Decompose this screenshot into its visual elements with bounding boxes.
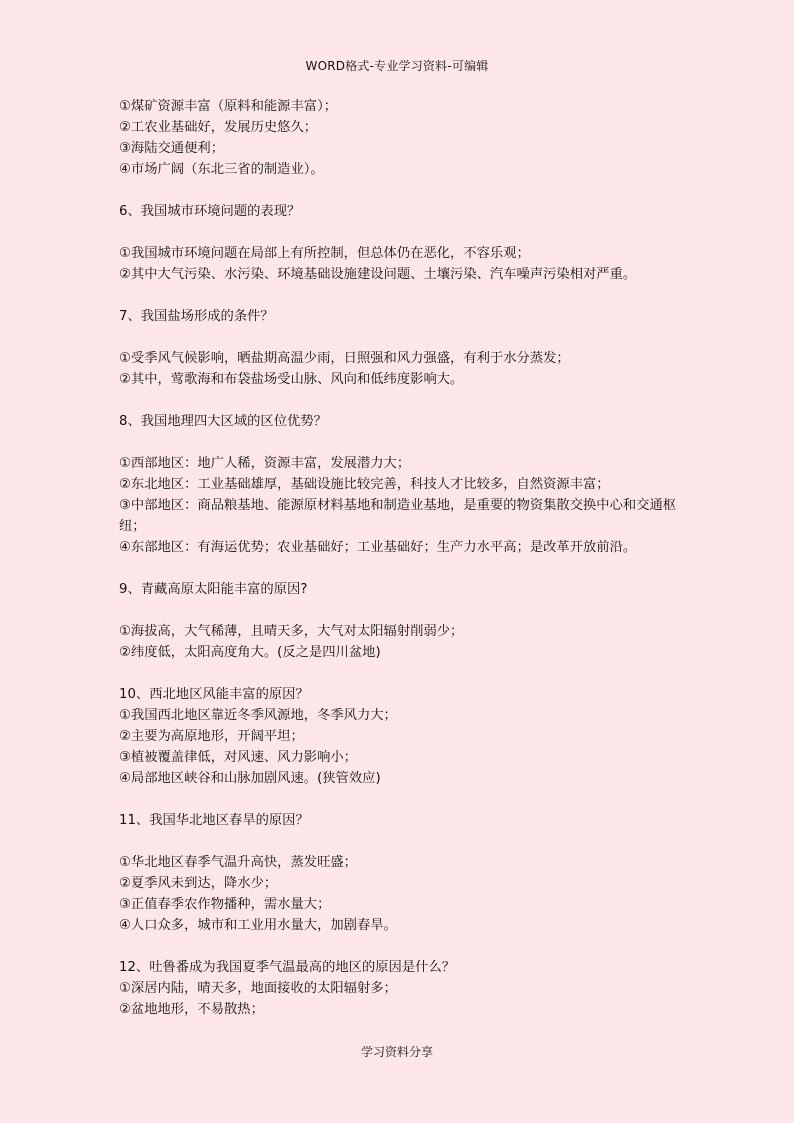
question-11 — [119, 810, 679, 936]
list-item: ③海陆交通便利； — [119, 141, 224, 156]
answer-item: ①我国西北地区靠近冬季风源地，冬季风力大； — [119, 708, 397, 723]
question-title: 7、我国盐场形成的条件？ — [119, 309, 274, 324]
list-item: ①煤矿资源丰富（原料和能源丰富）； — [119, 99, 338, 114]
question-title: 8、我国地理四大区域的区位优势？ — [119, 414, 327, 429]
answer-item: ②夏季风未到达，降水少； — [119, 876, 278, 891]
question-8 — [119, 411, 679, 558]
answer-item: ④东部地区：有海运优势；农业基础好；工业基础好；生产力水平高；是改革开放前沿。 — [119, 540, 637, 555]
answer-item: ①华北地区春季气温升高快，蒸发旺盛； — [119, 855, 357, 870]
answer-item: ③正值春季农作物播种，需水量大； — [119, 897, 331, 912]
answer-item: ①我国城市环境问题在局部上有所控制，但总体仍在恶化，不容乐观； — [119, 246, 530, 261]
question-title: 10、西北地区风能丰富的原因？ — [119, 687, 309, 702]
question-10 — [119, 684, 679, 789]
answer-item: ④局部地区峡谷和山脉加剧风速。(狭管效应) — [119, 771, 381, 786]
answer-item: ①受季风气候影响，晒盐期高温少雨，日照强和风力强盛，有利于水分蒸发； — [119, 351, 570, 366]
question-12 — [119, 957, 679, 1020]
answer-item: ①深居内陆，晴天多，地面接收的太阳辐射多； — [119, 981, 397, 996]
answer-item: ②东北地区：工业基础雄厚，基础设施比较完善，科技人才比较多，自然资源丰富； — [119, 477, 610, 492]
question-7 — [119, 306, 679, 390]
document-body — [119, 96, 679, 1020]
list-item: ④市场广阔（东北三省的制造业）。 — [119, 162, 324, 177]
answer-item: ③植被覆盖律低，对风速、风力影响小； — [119, 750, 357, 765]
list-item: ②工农业基础好，发展历史悠久； — [119, 120, 318, 135]
answer-item: ②其中，莺歌海和布袋盐场受山脉、风向和低纬度影响大。 — [119, 372, 464, 387]
question-title: 11、我国华北地区春旱的原因？ — [119, 813, 309, 828]
answer-item: ②其中大气污染、水污染、环境基础设施建设问题、土壤污染、汽车噪声污染相对严重。 — [119, 267, 637, 282]
question-6 — [119, 201, 679, 285]
question-title: 9、青藏高原太阳能丰富的原因? — [119, 582, 308, 597]
intro-list — [119, 96, 679, 180]
question-title: 12、吐鲁番成为我国夏季气温最高的地区的原因是什么？ — [119, 960, 456, 975]
answer-item: ④人口众多，城市和工业用水量大，加剧春旱。 — [119, 918, 397, 933]
answer-item: ②盆地地形，不易散热； — [119, 1002, 264, 1017]
page-footer: 学习资料分享 — [360, 1045, 433, 1059]
answer-item: ①西部地区：地广人稀，资源丰富，发展潜力大； — [119, 456, 411, 471]
answer-item: ③中部地区：商品粮基地、能源原材料基地和制造业基地，是重要的物资集散交换中心和交通枢纽； — [119, 498, 677, 534]
question-title: 6、我国城市环境问题的表现？ — [119, 204, 301, 219]
answer-item: ①海拔高，大气稀薄，且晴天多，大气对太阳辐射削弱少； — [119, 624, 464, 639]
question-9 — [119, 579, 679, 663]
page-header: WORD格式-专业学习资料-可编辑 — [305, 59, 489, 73]
answer-item: ②主要为高原地形，开阔平坦； — [119, 729, 304, 744]
answer-item: ②纬度低，太阳高度角大。(反之是四川盆地) — [119, 645, 381, 660]
